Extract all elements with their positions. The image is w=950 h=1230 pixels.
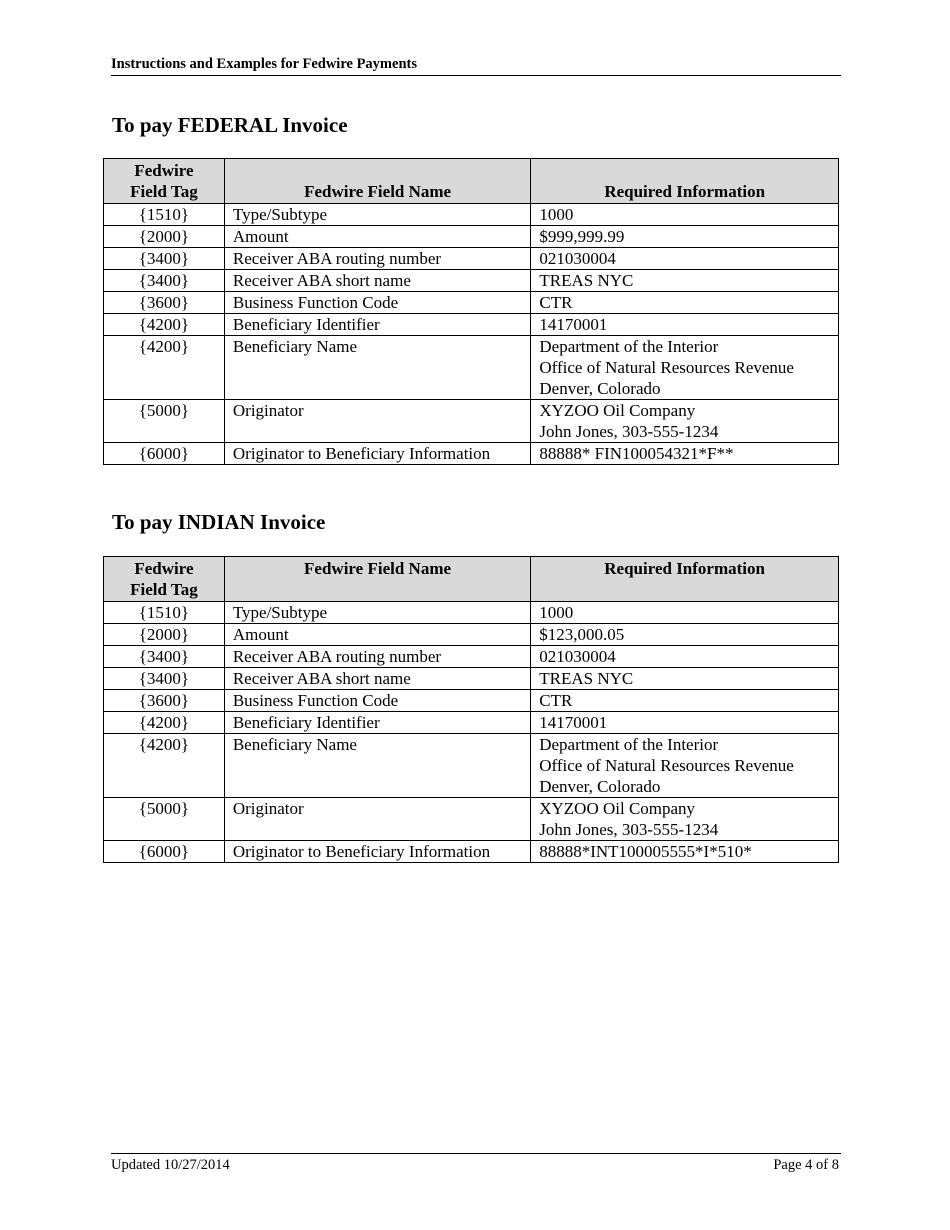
field-tag-cell: {4200} [104, 336, 225, 400]
required-info-line: 88888*INT100005555*I*510* [539, 842, 752, 861]
required-info-cell [531, 226, 839, 248]
field-name-cell: Receiver ABA short name [224, 668, 530, 690]
required-info-line: John Jones, 303-555-1234 [539, 422, 719, 441]
required-info-cell [531, 314, 839, 336]
field-tag-cell: {3600} [104, 690, 225, 712]
table-row [104, 734, 839, 798]
required-info-line: 14170001 [539, 713, 608, 732]
required-info-line: Department of the Interior [539, 337, 719, 356]
field-tag-cell: {5000} [104, 400, 225, 443]
required-info-line: 1000 [539, 603, 574, 622]
column-header-field-tag [104, 557, 225, 602]
required-info-cell [531, 712, 839, 734]
field-name-cell: Receiver ABA routing number [224, 646, 530, 668]
required-info-line: 021030004 [539, 647, 616, 666]
field-name-cell: Beneficiary Identifier [224, 712, 530, 734]
field-tag-cell: {3600} [104, 292, 225, 314]
required-info-cell [531, 248, 839, 270]
field-name-cell: Originator to Beneficiary Information [224, 841, 530, 863]
column-header-field-name: Fedwire Field Name [224, 159, 531, 204]
field-tag-cell: {3400} [104, 248, 225, 270]
field-tag-cell: {3400} [104, 646, 225, 668]
required-info-line: $123,000.05 [539, 625, 625, 644]
required-info-line: 021030004 [539, 249, 616, 268]
federal-table-body [104, 204, 839, 465]
field-tag-cell: {1510} [104, 204, 225, 226]
field-tag-cell: {3400} [104, 668, 225, 690]
required-info-line: 88888* FIN100054321*F** [539, 444, 734, 463]
required-info-cell [531, 734, 839, 798]
field-tag-cell: {1510} [104, 602, 225, 624]
required-info-cell [531, 690, 839, 712]
field-tag-cell: {2000} [104, 226, 225, 248]
field-name-cell: Type/Subtype [224, 204, 531, 226]
column-header-required-info: Required Information [531, 159, 839, 204]
table-row [104, 226, 839, 248]
column-header-field-name: Fedwire Field Name [224, 557, 530, 602]
table-row [104, 270, 839, 292]
indian-fedwire-table [103, 556, 839, 863]
table-row [104, 668, 839, 690]
required-info-line: 1000 [539, 205, 574, 224]
field-name-cell: Amount [224, 624, 530, 646]
required-info-cell [531, 602, 839, 624]
running-header: Instructions and Examples for Fedwire Payments [111, 56, 841, 76]
required-info-line: TREAS NYC [539, 271, 634, 290]
table-row [104, 292, 839, 314]
table-row [104, 248, 839, 270]
required-info-line: Office of Natural Resources Revenue [539, 358, 794, 377]
column-header-field-tag [104, 159, 225, 204]
field-name-cell: Beneficiary Name [224, 734, 530, 798]
field-name-cell: Receiver ABA routing number [224, 248, 531, 270]
required-info-line: CTR [539, 293, 573, 312]
field-name-cell: Beneficiary Name [224, 336, 531, 400]
required-info-cell [531, 292, 839, 314]
field-name-cell: Business Function Code [224, 690, 530, 712]
required-info-line: Denver, Colorado [539, 777, 661, 796]
table-row [104, 841, 839, 863]
required-info-line: 14170001 [539, 315, 608, 334]
required-info-line: TREAS NYC [539, 669, 634, 688]
required-info-cell [531, 270, 839, 292]
column-header-tag-line2: Field Tag [130, 580, 198, 599]
field-name-cell: Amount [224, 226, 531, 248]
indian-section-title: To pay INDIAN Invoice [112, 510, 326, 534]
required-info-line: $999,999.99 [539, 227, 625, 246]
table-row [104, 624, 839, 646]
required-info-line: Department of the Interior [539, 735, 719, 754]
column-header-tag-line2: Field Tag [130, 182, 198, 201]
table-row [104, 336, 839, 400]
required-info-line: John Jones, 303-555-1234 [539, 820, 719, 839]
required-info-cell [531, 443, 839, 465]
column-header-tag-line1: Fedwire [134, 161, 194, 180]
required-info-line: Office of Natural Resources Revenue [539, 756, 794, 775]
required-info-line: XYZOO Oil Company [539, 799, 696, 818]
field-name-cell: Type/Subtype [224, 602, 530, 624]
field-name-cell: Business Function Code [224, 292, 531, 314]
field-tag-cell: {4200} [104, 314, 225, 336]
table-row [104, 443, 839, 465]
field-tag-cell: {4200} [104, 734, 225, 798]
required-info-cell [531, 336, 839, 400]
table-row [104, 646, 839, 668]
table-row [104, 314, 839, 336]
table-row [104, 798, 839, 841]
table-row [104, 712, 839, 734]
required-info-line: Denver, Colorado [539, 379, 661, 398]
required-info-cell [531, 204, 839, 226]
field-name-cell: Originator to Beneficiary Information [224, 443, 531, 465]
field-name-cell: Originator [224, 798, 530, 841]
table-row [104, 602, 839, 624]
required-info-cell [531, 798, 839, 841]
required-info-cell [531, 624, 839, 646]
field-tag-cell: {4200} [104, 712, 225, 734]
federal-section-title: To pay FEDERAL Invoice [112, 113, 348, 137]
indian-table-body [104, 602, 839, 863]
table-row [104, 204, 839, 226]
federal-fedwire-table [103, 158, 839, 465]
footer-page-number: Page 4 of 8 [773, 1157, 839, 1173]
required-info-cell [531, 668, 839, 690]
required-info-line: XYZOO Oil Company [539, 401, 696, 420]
field-tag-cell: {2000} [104, 624, 225, 646]
required-info-cell [531, 400, 839, 443]
footer-updated-date: Updated 10/27/2014 [111, 1157, 230, 1173]
column-header-tag-line1: Fedwire [134, 559, 194, 578]
field-tag-cell: {6000} [104, 443, 225, 465]
footer-divider [111, 1153, 841, 1154]
table-header-row [104, 159, 839, 204]
field-tag-cell: {5000} [104, 798, 225, 841]
field-name-cell: Originator [224, 400, 531, 443]
field-name-cell: Beneficiary Identifier [224, 314, 531, 336]
field-tag-cell: {3400} [104, 270, 225, 292]
required-info-cell [531, 646, 839, 668]
table-row [104, 690, 839, 712]
required-info-cell [531, 841, 839, 863]
column-header-required-info: Required Information [531, 557, 839, 602]
required-info-line: CTR [539, 691, 573, 710]
field-tag-cell: {6000} [104, 841, 225, 863]
table-header-row [104, 557, 839, 602]
field-name-cell: Receiver ABA short name [224, 270, 531, 292]
table-row [104, 400, 839, 443]
